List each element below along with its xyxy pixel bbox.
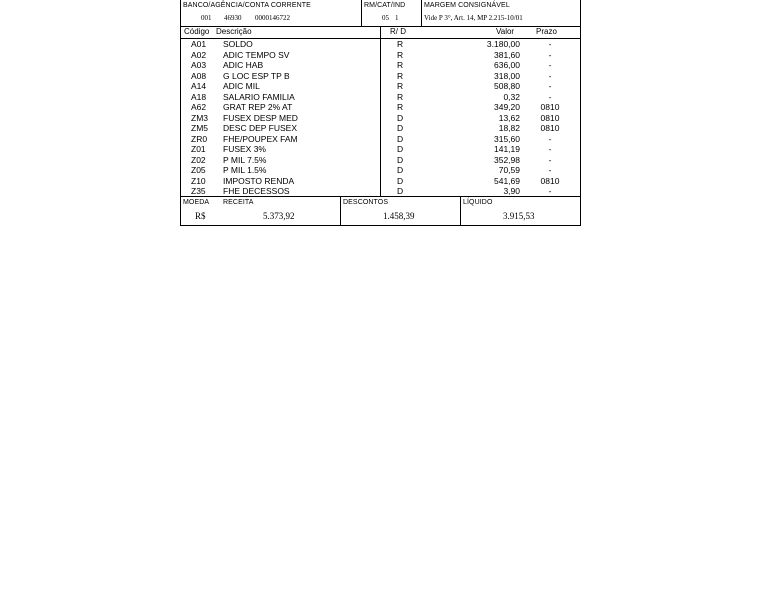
margin-cell [422,0,581,26]
table-row [180,155,581,166]
row-rd: D [397,154,404,165]
row-rd: R [397,81,404,91]
row-codigo: ZR0 [191,133,208,144]
col-prazo: Prazo [536,27,557,36]
row-prazo: - [548,154,552,165]
deductions-cell [341,197,461,225]
row-descricao: FHE/POUPEX FAM [223,133,298,144]
row-prazo: 0810 [540,112,560,123]
row-valor: 381,60 [494,49,520,60]
net-label: LÍQUIDO [463,199,493,206]
row-valor: 18,82 [498,123,520,133]
row-valor: 636,00 [494,60,520,70]
row-codigo: A62 [191,102,207,112]
row-prazo: - [548,39,552,49]
row-valor: 349,20 [494,102,520,112]
row-descricao: IMPOSTO RENDA [223,175,295,186]
table-row [180,165,581,176]
row-valor: 315,60 [494,133,520,144]
row-codigo: A01 [191,39,207,49]
row-descricao: DESC DEP FUSEX [223,123,298,133]
row-valor: 352,98 [494,154,520,165]
table-row [180,81,581,92]
table-row [180,39,581,50]
table-row [180,134,581,145]
income-label: RECEITA [223,199,254,206]
table-row [180,123,581,134]
table-row [180,60,581,71]
net-cell [461,197,580,225]
row-codigo: ZM5 [191,123,208,133]
payslip [180,0,581,226]
row-codigo: Z05 [191,165,206,175]
row-rd: D [397,165,404,175]
rm-value: 05 [382,14,389,22]
income-cell [221,197,341,225]
col-rd: R/ D [390,27,406,36]
row-prazo: - [548,144,552,154]
table-row [180,186,581,197]
deductions-value: 1.458,39 [383,211,415,221]
row-valor: 141,19 [494,144,520,154]
row-valor: 3.180,00 [486,39,520,49]
income-value: 5.373,92 [263,211,295,221]
currency-value: R$ [195,211,206,221]
rm-cat-label: RM/CAT/IND [364,2,406,9]
row-rd: R [397,102,404,112]
row-codigo: A08 [191,70,207,81]
row-rd: R [397,70,404,81]
row-descricao: FUSEX DESP MED [223,112,298,123]
row-prazo: - [548,60,552,70]
row-codigo: A03 [191,60,207,70]
row-codigo: A14 [191,81,207,91]
totals-footer [180,196,581,226]
row-descricao: ADIC MIL [223,81,260,91]
row-codigo: Z01 [191,144,206,154]
row-valor: 508,80 [494,81,520,91]
table-row [180,144,581,155]
row-descricao: SOLDO [223,39,253,49]
row-rd: R [397,39,404,49]
table-row [180,50,581,61]
row-descricao: FHE DECESSOS [223,186,290,196]
row-valor: 318,00 [494,70,520,81]
net-value: 3.915,53 [503,211,535,221]
row-codigo: Z10 [191,175,206,186]
rm-cat-cell [362,0,422,26]
row-rd: D [397,133,404,144]
row-codigo: A02 [191,49,207,60]
entries-table [180,39,581,197]
row-descricao: G LOC ESP TP B [223,70,290,81]
row-prazo: 0810 [540,102,560,112]
margin-value: Vide P 3°, Art. 14, MP 2.215-10/01 [424,14,523,22]
table-row [180,176,581,187]
cat-value: 1 [395,14,399,22]
col-codigo: Código [184,27,210,36]
row-prazo: - [548,49,552,60]
row-valor: 13,62 [498,112,520,123]
row-prazo: - [548,91,552,102]
row-descricao: FUSEX 3% [223,144,266,154]
row-rd: D [397,175,404,186]
currency-label: MOEDA [183,199,210,206]
row-codigo: Z35 [191,186,206,196]
table-row [180,102,581,113]
row-rd: R [397,60,404,70]
row-rd: D [397,144,404,154]
bank-code: 001 [201,14,212,22]
bank-account-label: BANCO/AGÊNCIA/CONTA CORRENTE [183,2,311,9]
row-descricao: ADIC HAB [223,60,264,70]
row-rd: R [397,91,404,102]
row-prazo: - [548,165,552,175]
row-valor: 70,59 [498,165,520,175]
row-descricao: P MIL 7.5% [223,154,267,165]
row-codigo: ZM3 [191,112,208,123]
bank-account-cell [181,0,362,26]
row-rd: R [397,49,404,60]
col-valor: Valor [496,27,515,36]
row-rd: D [397,123,404,133]
margin-label: MARGEM CONSIGNÁVEL [424,2,510,9]
row-valor: 3,90 [503,186,520,196]
row-prazo: - [548,81,552,91]
row-codigo: A18 [191,91,207,102]
table-row [180,71,581,82]
row-prazo: - [548,70,552,81]
row-prazo: 0810 [540,123,560,133]
table-row [180,92,581,103]
col-descricao: Descrição [216,27,252,36]
currency-cell [181,197,221,225]
row-descricao: ADIC TEMPO SV [223,49,290,60]
row-prazo: 0810 [540,175,560,186]
account-number: 0000146722 [255,14,290,22]
row-descricao: SALARIO FAMILIA [223,91,295,102]
table-row [180,113,581,124]
row-valor: 0,32 [503,91,520,102]
row-prazo: - [548,133,552,144]
agency-number: 46930 [224,14,242,22]
row-rd: D [397,186,404,196]
row-rd: D [397,112,404,123]
row-descricao: GRAT REP 2% AT [223,102,293,112]
row-valor: 541,69 [494,175,520,186]
row-codigo: Z02 [191,154,206,165]
deductions-label: DESCONTOS [343,199,389,206]
row-prazo: - [548,186,552,196]
row-descricao: P MIL 1.5% [223,165,267,175]
payslip-header [180,0,581,27]
